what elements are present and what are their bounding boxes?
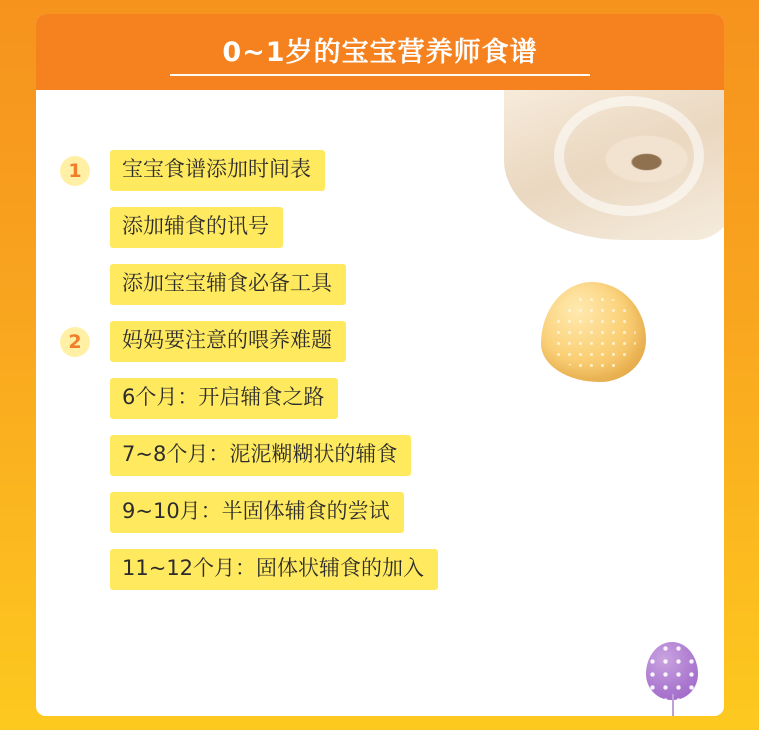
list-item-label: 添加辅食的讯号 — [110, 207, 283, 248]
poster-header — [36, 14, 724, 90]
list-item[interactable] — [36, 370, 724, 427]
list-item-label: 添加宝宝辅食必备工具 — [110, 264, 346, 305]
badge-spacer — [60, 441, 90, 471]
badge-spacer — [60, 555, 90, 585]
list-item-label: 7~8个月：泥泥糊糊状的辅食 — [110, 435, 411, 476]
balloon-icon — [646, 642, 698, 700]
list-item[interactable] — [36, 427, 724, 484]
list-item[interactable] — [36, 313, 724, 370]
recipe-list — [36, 90, 724, 598]
list-item-label: 6个月：开启辅食之路 — [110, 378, 338, 419]
list-item-badge: 2 — [60, 327, 90, 357]
list-item[interactable] — [36, 484, 724, 541]
list-item-label: 11~12个月：固体状辅食的加入 — [110, 549, 438, 590]
title-underline — [170, 74, 590, 76]
list-item[interactable] — [36, 541, 724, 598]
badge-spacer — [60, 270, 90, 300]
balloon-string-icon — [672, 694, 674, 716]
list-item-label: 宝宝食谱添加时间表 — [110, 150, 325, 191]
page-title: 0~1岁的宝宝营养师食谱 — [222, 37, 538, 68]
content-card — [36, 14, 724, 716]
list-item[interactable] — [36, 199, 724, 256]
badge-spacer — [60, 213, 90, 243]
list-item[interactable] — [36, 142, 724, 199]
badge-spacer — [60, 384, 90, 414]
list-item-label: 9~10月：半固体辅食的尝试 — [110, 492, 404, 533]
badge-spacer — [60, 498, 90, 528]
list-item-label: 妈妈要注意的喂养难题 — [110, 321, 346, 362]
list-item[interactable] — [36, 256, 724, 313]
list-item-badge: 1 — [60, 156, 90, 186]
poster-body — [36, 90, 724, 716]
